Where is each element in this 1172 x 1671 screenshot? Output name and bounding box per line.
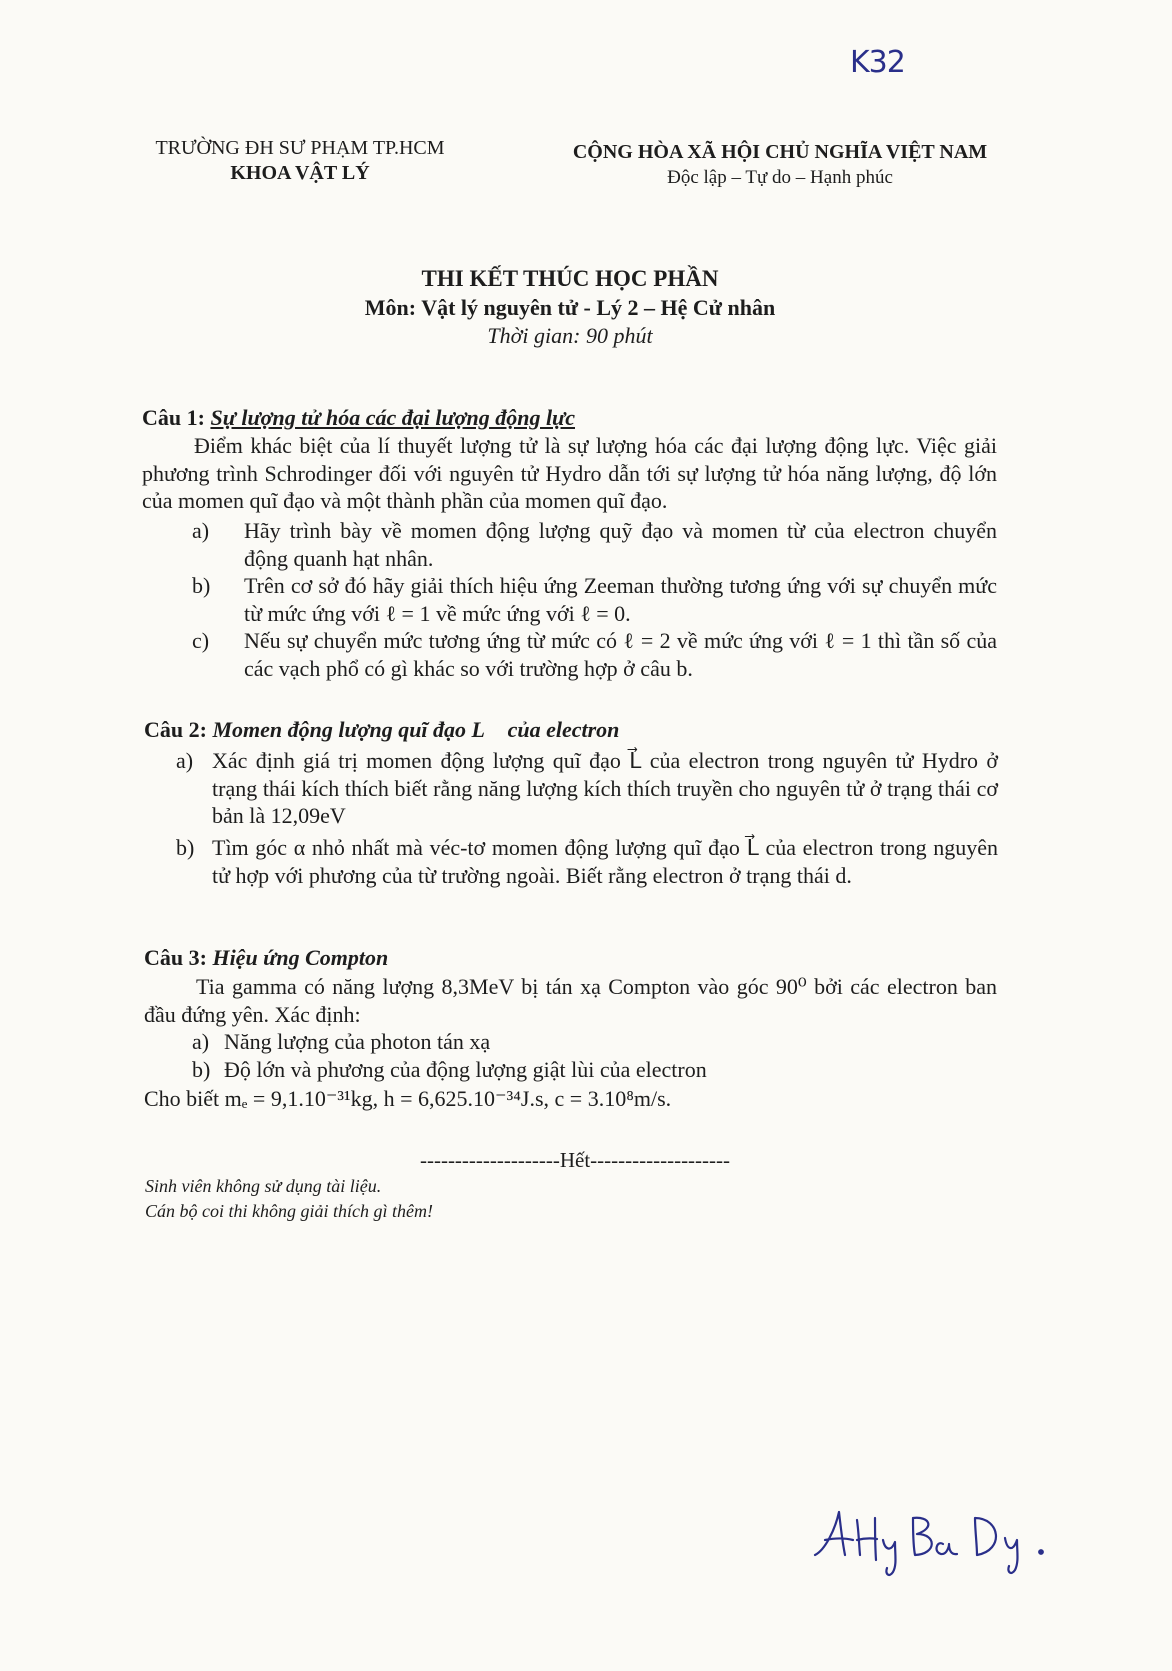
exam-title-block xyxy=(200,264,940,350)
question-1-item-a xyxy=(192,517,997,573)
national-motto: Độc lập – Tự do – Hạnh phúc xyxy=(667,167,893,188)
question-1-item-c xyxy=(192,627,997,683)
question-3-title: Hiệu ứng Compton xyxy=(212,945,389,970)
item-marker: a) xyxy=(176,748,194,773)
item-text: Nếu sự chuyển mức tương ứng từ mức có ℓ = 2 về mức ứng với ℓ = 1 thì tần số của các vạch phổ có gì khác so với trường hợp ở câu b. xyxy=(244,628,997,681)
item-marker: b) xyxy=(192,1057,211,1082)
item-marker: c) xyxy=(192,628,210,653)
question-1-intro: Điểm khác biệt của lí thuyết lượng tử là sự lượng hóa các đại lượng động lực. Việc giải phương trình Schrodinger đối với nguyên tử Hydro dẫn tới sự lượng tử hóa năng lượng, độ lớn của momen quĩ đạo và một thành phần của momen quĩ đạo. xyxy=(142,433,997,513)
exam-subject: Môn: Vật lý nguyên tử - Lý 2 – Hệ Cử nhân xyxy=(364,295,776,320)
end-marker: --------------------Hết-------------------- xyxy=(419,1148,731,1172)
question-1-heading xyxy=(142,404,575,432)
question-3-item-a xyxy=(192,1028,997,1056)
item-text: Tìm góc α nhỏ nhất mà véc-tơ momen động lượng quĩ đạo L⃗ của electron trong nguyên tử hợp với phương của từ trường ngoài. Biết rằng electron ở trạng thái d. xyxy=(212,835,998,888)
item-text: Trên cơ sở đó hãy giải thích hiệu ứng Zeeman thường tương ứng với sự chuyển mức từ mức ứng với ℓ = 1 về mức ứng với ℓ = 0. xyxy=(244,573,997,626)
question-1-label: Câu 1: xyxy=(142,405,205,430)
question-2-label: Câu 2: xyxy=(144,717,207,742)
question-3-heading xyxy=(144,944,388,972)
item-text: Năng lượng của photon tán xạ xyxy=(224,1029,491,1054)
question-2-item-a xyxy=(176,747,998,831)
item-marker: a) xyxy=(192,518,210,543)
question-3-intro: Tia gamma có năng lượng 8,3MeV bị tán xạ Compton vào góc 90⁰ bởi các electron ban đầu đứng yên. Xác định: xyxy=(144,974,997,1027)
item-marker: b) xyxy=(176,835,195,860)
exam-notes xyxy=(145,1174,433,1224)
question-1-title: Sự lượng tử hóa các đại lượng động lực xyxy=(210,405,575,430)
question-3-label: Câu 3: xyxy=(144,945,207,970)
faculty-name: KHOA VẬT LÝ xyxy=(230,162,370,184)
national-header xyxy=(560,140,1000,190)
handwritten-code: K32 xyxy=(850,45,905,80)
note-no-materials: Sinh viên không sử dụng tài liệu. xyxy=(145,1176,382,1196)
item-text: Xác định giá trị momen động lượng quĩ đạo L⃗ của electron trong nguyên tử Hydro ở trạng thái kích thích biết rằng năng lượng kích thích truyền cho nguyên tử ở trạng thái cơ bản là 12,09eV xyxy=(212,748,998,828)
school-header xyxy=(150,136,450,186)
signature-scribble-icon xyxy=(805,1500,1065,1580)
question-2-title: Momen động lượng quĩ đạo L⃗ của electron xyxy=(212,717,620,742)
item-marker: a) xyxy=(192,1029,210,1054)
question-1-item-b xyxy=(192,572,997,628)
country-name: CỘNG HÒA XÃ HỘI CHỦ NGHĨA VIỆT NAM xyxy=(572,141,988,163)
question-3-item-b xyxy=(192,1056,997,1084)
exam-time: Thời gian: 90 phút xyxy=(487,323,653,348)
question-2-heading xyxy=(144,716,619,744)
handwritten-signature xyxy=(805,1500,1065,1585)
item-text: Độ lớn và phương của động lượng giật lùi của electron xyxy=(224,1057,707,1082)
note-no-explanation: Cán bộ coi thi không giải thích gì thêm! xyxy=(145,1201,433,1221)
item-marker: b) xyxy=(192,573,211,598)
question-2-item-b xyxy=(176,834,998,918)
exam-title: THI KẾT THÚC HỌC PHẦN xyxy=(421,266,719,291)
question-3-given-constants: Cho biết mₑ = 9,1.10⁻³¹kg, h = 6,625.10⁻³⁴J.s, c = 3.10⁸m/s. xyxy=(144,1086,672,1111)
school-name: TRƯỜNG ĐH SƯ PHẠM TP.HCM xyxy=(155,137,445,159)
item-text: Hãy trình bày về momen động lượng quỹ đạo và momen từ của electron chuyển động quanh hạt nhân. xyxy=(244,518,997,571)
